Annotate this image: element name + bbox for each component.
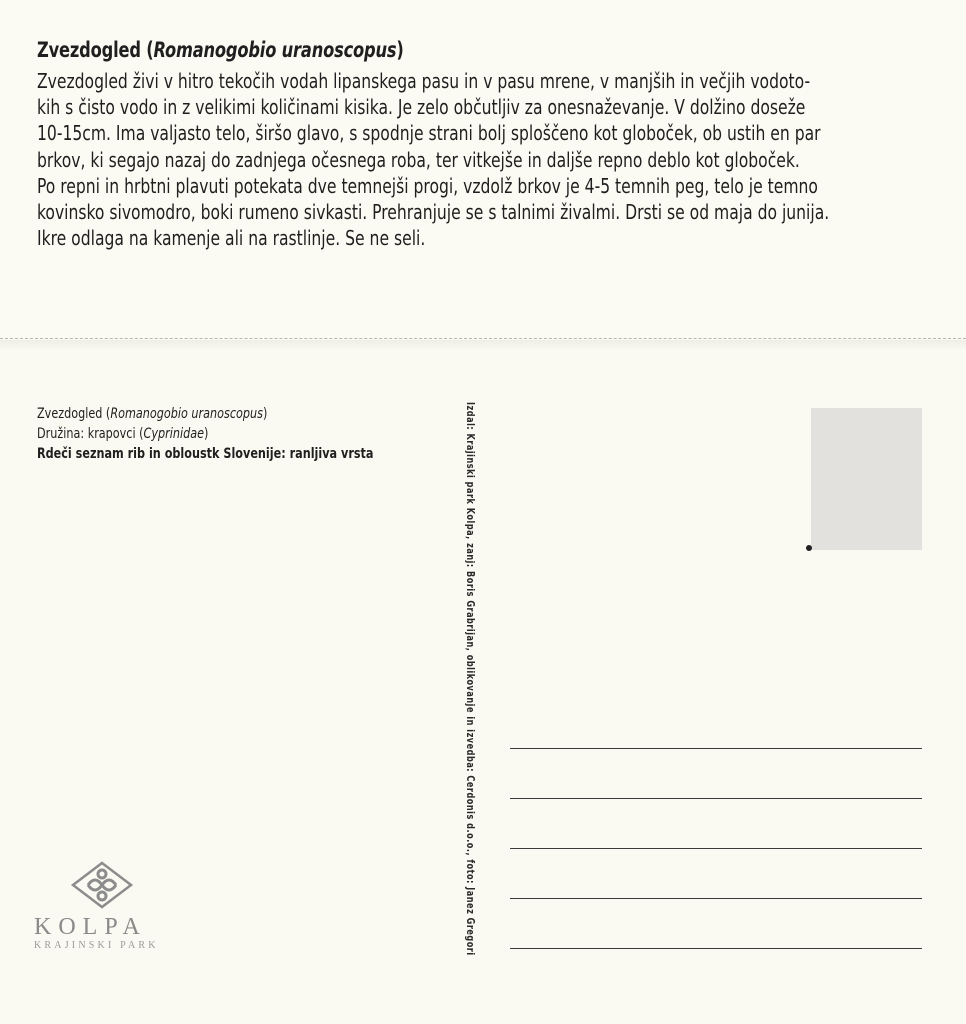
family-line: Družina: krapovci (Cyprinidae) xyxy=(37,426,209,442)
description-line: Zvezdogled živi v hitro tekočih vodah lipanskega pasu in v pasu mrene, v manjših in večjih vodoto- xyxy=(37,69,811,93)
species-description-card xyxy=(0,0,966,338)
address-line xyxy=(510,948,922,949)
species-title: Zvezdogled (Romanogobio uranoscopus) xyxy=(37,38,404,62)
kolpa-park-logo xyxy=(34,860,184,955)
species-title-latin: Romanogobio uranoscopus xyxy=(153,38,397,62)
address-line xyxy=(510,848,922,849)
address-line xyxy=(510,748,922,749)
logo-wordmark: KOLPA xyxy=(34,914,147,940)
postcard-species-info xyxy=(37,404,373,464)
description-line: 10-15cm. Ima valjasto telo, širšo glavo, s spodnje strani bolj sploščeno kot globoček, ob ustih en par xyxy=(37,121,821,146)
species-description xyxy=(37,68,916,251)
species-name-line: Zvezdogled (Romanogobio uranoscopus) xyxy=(37,406,268,422)
stamp-placeholder xyxy=(811,408,922,550)
address-line xyxy=(510,798,922,799)
red-list-status: Rdeči seznam rib in obloustk Slovenije: ranljiva vrsta xyxy=(37,446,374,462)
address-line xyxy=(510,898,922,899)
description-line: kovinsko sivomodro, boki rumeno sivkasti. Prehranjuje se s talnimi živalmi. Drsti se od maja do junija. xyxy=(37,200,830,225)
logo-subtitle: KRAJINSKI PARK xyxy=(34,940,159,951)
description-line: Ikre odlaga na kamenje ali na rastlinje. Se ne seli. xyxy=(37,226,426,251)
marker-dot xyxy=(806,545,812,551)
perforation-fold-line xyxy=(0,338,966,339)
description-line: brkov, ki segajo nazaj do zadnjega očesnega roba, ter vitkejše in daljše repno deblo kot globoček. xyxy=(37,147,800,172)
description-line: kih s čisto vodo in z velikimi količinami kisika. Je zelo občutljiv za onesnaževanje. V dolžino doseže xyxy=(37,95,806,120)
description-line: Po repni in hrbtni plavuti potekata dve temnejši progi, vzdolž brkov je 4-5 temnih peg, telo je temno xyxy=(37,173,818,198)
kolpa-ornament-icon xyxy=(70,860,134,910)
fold-shadow xyxy=(0,340,966,350)
publisher-credit: Izdal: Krajinski park Kolpa, zanj: Boris Grabrijan, oblikovanje in izvedba: Cerdonis d.o.o., foto: Janez Gregori xyxy=(464,402,476,956)
